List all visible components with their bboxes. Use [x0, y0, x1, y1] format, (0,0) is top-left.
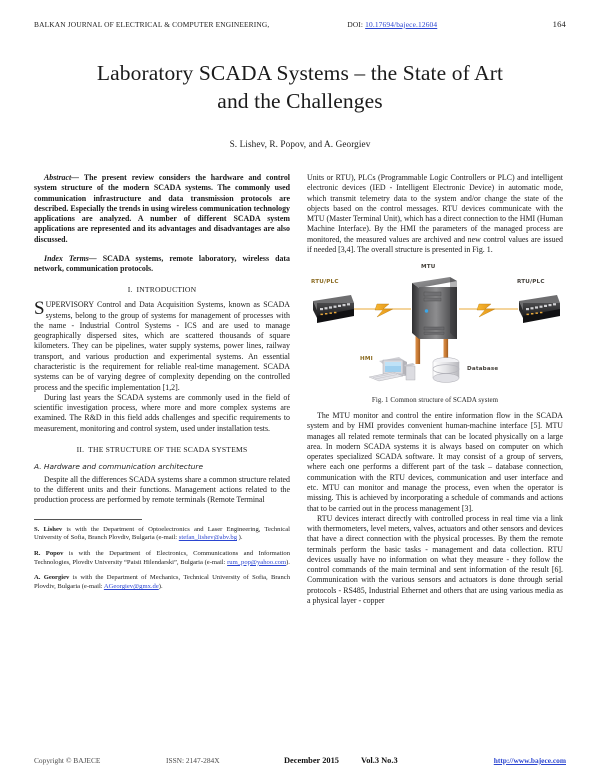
index-terms-body: SCADA systems, remote laboratory, wireless data network, communication protocols. — [34, 253, 290, 274]
abstract — [34, 173, 290, 245]
footnote-author-name: S. Lishev — [34, 525, 63, 533]
footnote-tail: ). — [286, 558, 290, 566]
figure-label-mtu: MTU — [421, 264, 436, 271]
footnote-email[interactable]: rum_pop@yahoo.com — [227, 558, 287, 566]
footnote-tail: ). — [158, 583, 163, 591]
figure-1-caption: Fig. 1 Common structure of SCADA system — [371, 397, 499, 405]
intro-paragraph-1-text: UPERVISORY Control and Data Acquisition Systems, known as SCADA systems, belong to the group of systems for management of processes with the name - Industrial Control Systems - ICS and are used to manage geographically dispersed sites, which are scattered thousands of square kilometers. They can be pipelines, water supply systems, power lines, railway transport, and various production and experimental systems. An essential characteristic is the requirement for reliable real-time management. SCADA systems can be of varying degree of complexity depending on the controlled process and the specific implementation [1,2]. — [34, 300, 290, 392]
section-heading-structure — [34, 445, 290, 454]
footnote-divider — [34, 519, 142, 520]
footnote-author-name: A. Georgiev — [34, 574, 70, 582]
figure-1 — [307, 261, 563, 404]
page-footer — [34, 756, 566, 765]
figure-label-database: Database — [467, 366, 499, 373]
section-title-2: THE STRUCTURE OF THE SCADA SYSTEMS — [88, 444, 248, 454]
section-number-2: II. — [76, 444, 85, 454]
footer-url[interactable]: http://www.bajece.com — [493, 756, 566, 765]
footnote-email[interactable]: AGeorgiev@gmx.de — [103, 583, 159, 591]
footer-copyright: Copyright © BAJECE — [34, 756, 101, 765]
page-title — [34, 60, 566, 115]
figure-label-rtu-plc-right: RTU/PLC — [517, 279, 545, 286]
right-paragraph-3: RTU devices interact directly with controlled process in real time via a link with thermometers, level meters, valves, actuators and other sensors and devices that have a direct connection with the physical processes. By them the remote terminals perform the basic tasks - management and data collection. RTU devices usually have no information on what they measure - they follow the control commands of the main terminal and sent information of the result [6]. Communication with the various sensors and actuators is done through serial protocols - RS485, Industrial Ethernet and others that are using various media as a physical layer - copper — [307, 513, 563, 605]
footnote-text: is with the Department of Mechanics, Technical University of Sofia, Branch Plovdiv, Bulgaria (e-mail: — [34, 574, 290, 591]
journal-name: BALKAN JOURNAL OF ELECTRICAL & COMPUTER ENGINEERING, — [34, 20, 270, 29]
title-line-1: Laboratory SCADA Systems – the State of Art — [96, 61, 504, 85]
section-number-1: I. — [127, 285, 133, 295]
doi — [347, 20, 437, 29]
right-column — [307, 173, 563, 606]
footnote-text: is with the Department of Optoelectronics and Laser Engineering, Technical University of Sofia, Branch Plovdiv, Bulgaria (e-mail: — [34, 525, 290, 542]
running-head — [34, 0, 566, 33]
footer-issn: ISSN: 2147-284X — [166, 756, 220, 765]
right-paragraph-1: Units or RTU), PLCs (Programmable Logic Controllers or PLC) and intelligent electronic devices (IED - Intelligent Electronic Device) in automatic mode, which transmit telemetry data to the system and/or change the state of the objects based on the control messages. RTU devices communicate with the MTU (Master Terminal Unit), which has a direct connection to the HMI (Human Machine Interface). By the HMI the parameters of the managed process are monitored, the measured values are archived and new control values are issued if needed [3,4]. The overall structure is presented in Fig. 1. — [307, 173, 563, 254]
abstract-body: The present review considers the hardware and control system structure of the modern SCADA systems. The commonly used communication infrastructure and data transmission protocols are described. Especially the trends in using wireless communication technology applications are analyzed. A number of different SCADA system applications are represented and its advantages and disadvantages are also discussed. — [34, 173, 290, 244]
body-columns — [34, 173, 566, 606]
footer-date: December 2015 — [284, 756, 339, 765]
rtu-plc-left-device — [313, 295, 354, 323]
title-line-2: and the Challenges — [217, 88, 383, 113]
left-column — [34, 173, 290, 599]
section-title-1: INTRODUCTION — [136, 285, 197, 295]
intro-paragraph-1 — [34, 300, 290, 392]
footnote-georgiev — [34, 574, 290, 591]
abstract-lead: Abstract— — [44, 173, 80, 183]
author-list: S. Lishev, R. Popov, and A. Georgiev — [229, 139, 371, 150]
mtu-server — [412, 277, 457, 339]
section-heading-introduction — [34, 285, 290, 294]
footnote-text: is with the Department of Electronics, Communications and Information Technologies, Plovdiv University “Paisii Hilendarski”, Bulgaria (e-mail: — [34, 550, 290, 566]
footnote-email[interactable]: stefan_lishev@abv.bg — [178, 534, 237, 542]
rtu-plc-right-device — [519, 295, 560, 323]
footnote-lishev — [34, 526, 290, 543]
subsection-heading-a: A. Hardware and communication architecture — [34, 461, 204, 471]
doi-label: DOI: — [347, 20, 364, 29]
footer-volume: Vol.3 No.3 — [360, 756, 398, 765]
intro-paragraph-2: During last years the SCADA systems are commonly used in the field of scientific investigation process, where more and more complex systems are examined. The R&D in this field adds challenges and specific requirements to measurement, monitoring and control system, used under installation tests. — [34, 392, 290, 433]
footnote-popov — [34, 550, 290, 567]
doi-link[interactable]: 10.17694/bajece.12604 — [365, 20, 438, 29]
page-number: 164 — [552, 19, 566, 29]
structure-paragraph-1: Despite all the differences SCADA systems share a common structure related to the different units and their functions. Management actions related to the production process are performed by remote terminals (Remote Terminal — [34, 474, 290, 505]
index-terms — [34, 254, 290, 275]
figure-label-rtu-plc-left: RTU/PLC — [311, 279, 339, 286]
right-paragraph-2: The MTU monitor and control the entire information flow in the SCADA system and by HMI provides convenient human-machine interface [5]. MTU manages all related remote terminals that can be located physically on a large area. In modern SCADA systems it is always based on computer on which operates specialized SCADA software. It may consist of a group of servers, where each one performs a different part of the task – database connection, communication with the RTU devices, communication and user interface and etc. MTU can monitor and manage the process, even when the operator is missing. This is achieved by incorporating a schedule of commands and actions that to be carried out in the process management [3]. — [307, 411, 563, 513]
hmi-workstation — [369, 357, 415, 381]
database-cylinder — [433, 358, 459, 383]
figure-label-hmi: HMI — [360, 356, 373, 363]
index-terms-lead: Index Terms— — [44, 253, 97, 263]
footnote-author-name: R. Popov — [34, 550, 64, 558]
figure-1-graphic — [307, 261, 563, 393]
footnote-tail: ). — [237, 534, 243, 542]
drop-cap: S — [34, 298, 45, 320]
